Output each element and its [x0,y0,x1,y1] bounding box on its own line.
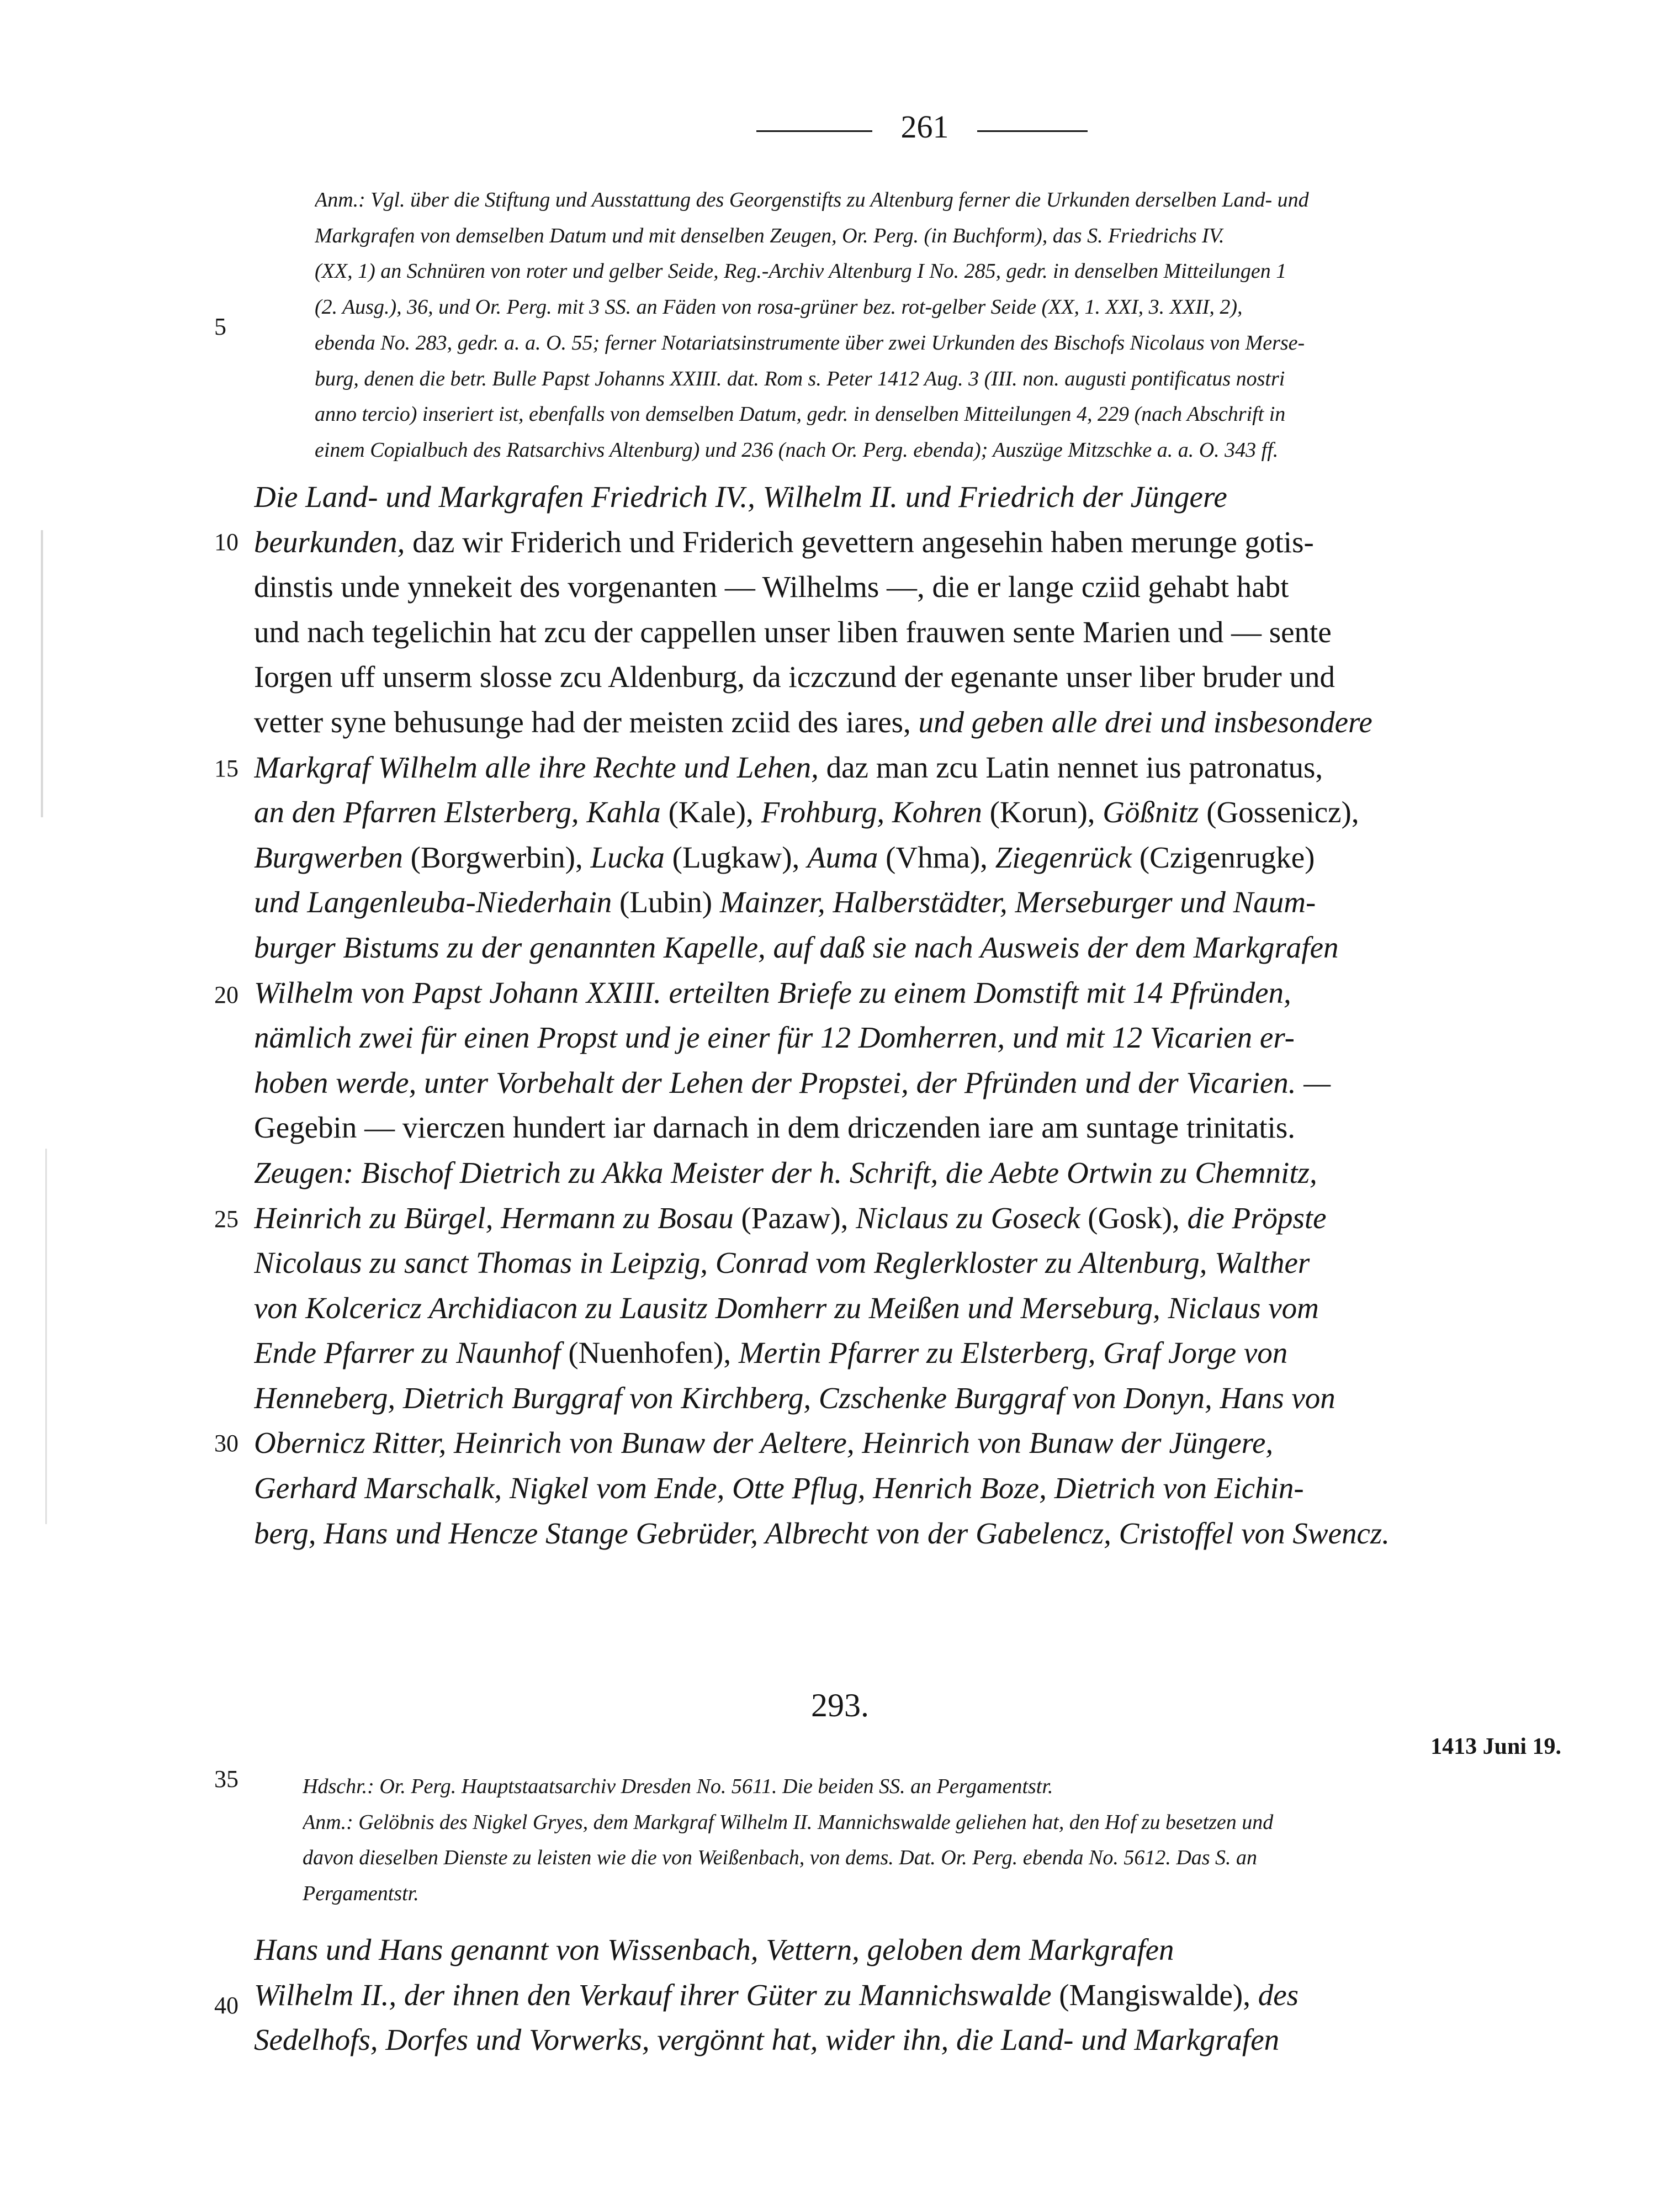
roman-segment: (Gosk), [1080,1201,1188,1235]
italic-segment: Zeugen: Bischof Dietrich zu Akka Meister der h. Schrift, die Aebte Ortwin zu Chemnitz, [254,1155,1317,1189]
text-line [254,745,1568,790]
text-line [254,1466,1568,1511]
roman-segment: (Nuenhofen), [560,1336,739,1370]
annotation-note [315,182,1565,468]
text-line [254,880,1568,925]
line-number: 10 [214,528,239,556]
roman-segment: (Pazaw), [733,1201,856,1235]
text-line [254,1927,1568,1973]
line-number: 25 [214,1205,239,1233]
text-line [254,1973,1568,2018]
page-number: 261 [900,109,949,145]
italic-segment: berg, Hans und Hencze Stange Gebrüder, Albrecht von der Gabelencz, Cristoffel von Swencz. [254,1516,1390,1550]
charter-text [254,474,1568,1556]
italic-segment: Henneberg, Dietrich Burggraf von Kirchberg, Czschenke Burggraf von Donyn, Hans von [254,1381,1335,1415]
annotation-line: burg, denen die betr. Bulle Papst Johanns XXIII. dat. Rom s. Peter 1412 Aug. 3 (III. non. augusti pontificatus nostri [315,367,1285,390]
italic-segment: Wilhelm II., der ihnen den Verkauf ihrer Güter zu Mannichswalde [254,1977,1052,2012]
text-line [254,564,1568,610]
roman-segment: (Kale), [660,795,761,829]
italic-segment: hoben werde, unter Vorbehalt der Lehen der Propstei, der Pfründen und der Vicarien. — [254,1065,1331,1099]
text-line [254,790,1568,835]
italic-segment: Heinrich zu Bürgel, Hermann zu Bosau [254,1201,734,1235]
italic-segment: Auma [807,840,878,874]
roman-segment: dinstis unde ynnekeit des vorgenanten — Wilhelms —, die er lange cziid gehabt habt [254,570,1289,604]
italic-segment: und Langenleuba-Niederhain [254,885,612,919]
italic-segment: die Pröpste [1187,1201,1327,1235]
roman-segment: (Lubin) [612,885,720,919]
text-line [254,1376,1568,1421]
line-number: 30 [214,1430,239,1457]
text-line [254,1150,1568,1196]
italic-segment: Gerhard Marschalk, Nigkel vom Ende, Otte Pflug, Henrich Boze, Dietrich von Eichin- [254,1471,1304,1505]
roman-segment: (Borgwerbin), [402,840,591,874]
text-line [254,1511,1568,1556]
italic-segment: von Kolcericz Archidiacon zu Lausitz Domherr zu Meißen und Merseburg, Niclaus vom [254,1291,1319,1325]
italic-segment: Sedelhofs, Dorfes und Vorwerks, vergönnt hat, wider ihn, die Land- und Markgrafen [254,2023,1280,2057]
italic-segment: Mertin Pfarrer zu Elsterberg, Graf Jorge von [738,1336,1288,1370]
note-line: Pergamentstr. [303,1882,419,1906]
annotation-line: (2. Ausg.), 36, und Or. Perg. mit 3 SS. an Fäden von rosa-grüner bez. rot-gelber Seide (XX, 1. XXI, 3. XXII, 2), [315,295,1243,319]
text-line [254,610,1568,655]
document-date: 1413 Juni 19. [1430,1734,1561,1759]
text-line [254,2017,1568,2063]
roman-segment: (Korun), [982,795,1103,829]
roman-segment: (Mangiswalde), [1051,1977,1258,2012]
roman-segment: (Lugkaw), [664,840,808,874]
italic-segment: Markgraf Wilhelm alle ihre Rechte und Lehen, [254,750,819,784]
text-line [254,925,1568,970]
scan-mark [45,1149,47,1524]
italic-segment: beurkunden, [254,525,405,559]
text-line [254,1105,1568,1150]
line-number: 5 [214,313,226,340]
line-number: 20 [214,981,239,1008]
roman-segment: (Czigenrugke) [1132,840,1315,874]
roman-segment: vetter syne behusunge had der meisten zciid des iares, [254,705,919,739]
line-number: 15 [214,755,239,782]
note-line: Anm.: Gelöbnis des Nigkel Gryes, dem Markgraf Wilhelm II. Mannichswalde geliehen hat, den Hof zu besetzen und [303,1810,1274,1834]
line-number: 35 [214,1765,239,1793]
italic-segment: Ziegenrück [995,840,1132,874]
text-line [254,1196,1568,1241]
header-rule-left [756,130,872,132]
text-line [254,1015,1568,1060]
document-number: 293. [811,1687,869,1723]
note-line: Hdschr.: Or. Perg. Hauptstaatsarchiv Dresden No. 5611. Die beiden SS. an Pergamentstr. [303,1775,1053,1798]
roman-segment: Gegebin — vierczen hundert iar darnach in dem driczenden iare am suntage trinitatis. [254,1111,1296,1145]
text-line [254,835,1568,880]
header-rule-right [977,130,1088,132]
annotation-line: einem Copialbuch des Ratsarchivs Altenburg) und 236 (nach Or. Perg. ebenda); Auszüge Mitzschke a. a. O. 343 ff. [315,438,1279,462]
annotation-line: Anm.: Vgl. über die Stiftung und Ausstattung des Georgenstifts zu Altenburg ferner die Urkunden derselben Land- und [315,188,1309,212]
italic-segment: Hans und Hans genannt von Wissenbach, Vettern, geloben dem Markgrafen [254,1933,1174,1966]
italic-segment: Ende Pfarrer zu Naunhof [254,1336,561,1370]
annotation-line: anno tercio) inseriert ist, ebenfalls von demselben Datum, gedr. in denselben Mitteilungen 4, 229 (nach Abschrift in [315,403,1286,426]
italic-segment: des [1258,1977,1299,2012]
roman-segment: daz wir Friderich und Friderich gevettern angesehin haben merunge gotis- [405,525,1314,559]
text-line [254,970,1568,1016]
italic-segment: burger Bistums zu der genannten Kapelle, auf daß sie nach Ausweis der dem Markgrafen [254,930,1339,964]
italic-segment: Gößnitz [1103,795,1199,829]
text-line [254,700,1568,745]
text-line [254,1060,1568,1106]
text-line [254,474,1568,520]
italic-segment: Niclaus zu Goseck [856,1201,1080,1235]
note-line: davon dieselben Dienste zu leisten wie die von Weißenbach, von dems. Dat. Or. Perg. ebenda No. 5612. Das S. an [303,1846,1258,1870]
text-line [254,1286,1568,1331]
text-line [254,1420,1568,1466]
roman-segment: (Gossenicz), [1199,795,1359,829]
italic-segment: an den Pfarren Elsterberg, Kahla [254,795,661,829]
annotation-line: ebenda No. 283, gedr. a. a. O. 55; ferner Notariatsinstrumente über zwei Urkunden des Bischofs Nicolaus von Merse- [315,331,1305,355]
italic-segment: Lucka [590,840,665,874]
text-line [254,1240,1568,1286]
roman-segment: (Vhma), [878,840,995,874]
italic-segment: Burgwerben [254,840,403,874]
roman-segment: daz man zcu Latin nennet ius patronatus, [818,750,1323,784]
italic-segment: Nicolaus zu sanct Thomas in Leipzig, Conrad vom Reglerkloster zu Altenburg, Walther [254,1246,1310,1280]
italic-segment: Mainzer, Halberstädter, Merseburger und Naum- [719,885,1316,919]
annotation-line: Markgrafen von demselben Datum und mit denselben Zeugen, Or. Perg. (in Buchform), das S. Friedrichs IV. [315,224,1225,247]
italic-segment: Frohburg, Kohren [761,795,982,829]
text-line [254,654,1568,700]
scan-mark [41,530,43,817]
italic-segment: und geben alle drei und insbesondere [918,705,1372,739]
annotation-line: (XX, 1) an Schnüren von roter und gelber Seide, Reg.-Archiv Altenburg I No. 285, gedr. in denselben Mitteilungen 1 [315,260,1287,283]
roman-segment: Iorgen uff unserm slosse zcu Aldenburg, da iczczund der egenante unser liber bruder und [254,660,1335,694]
text-line [254,1330,1568,1376]
roman-segment: und nach tegelichin hat zcu der cappellen unser liben frauwen sente Marien und — sente [254,615,1332,649]
manuscript-note [303,1769,1567,1912]
italic-segment: nämlich zwei für einen Propst und je einer für 12 Domherren, und mit 12 Vicarien er- [254,1021,1295,1055]
regest-text [254,1927,1568,2063]
page-header [0,109,1680,145]
italic-segment: Die Land- und Markgrafen Friedrich IV., Wilhelm II. und Friedrich der Jüngere [254,480,1227,514]
italic-segment: Obernicz Ritter, Heinrich von Bunaw der Aeltere, Heinrich von Bunaw der Jüngere, [254,1426,1274,1460]
text-line [254,520,1568,565]
italic-segment: Wilhelm von Papst Johann XXIII. erteilten Briefe zu einem Domstift mit 14 Pfründen, [254,975,1291,1009]
line-number: 40 [214,1992,239,2019]
